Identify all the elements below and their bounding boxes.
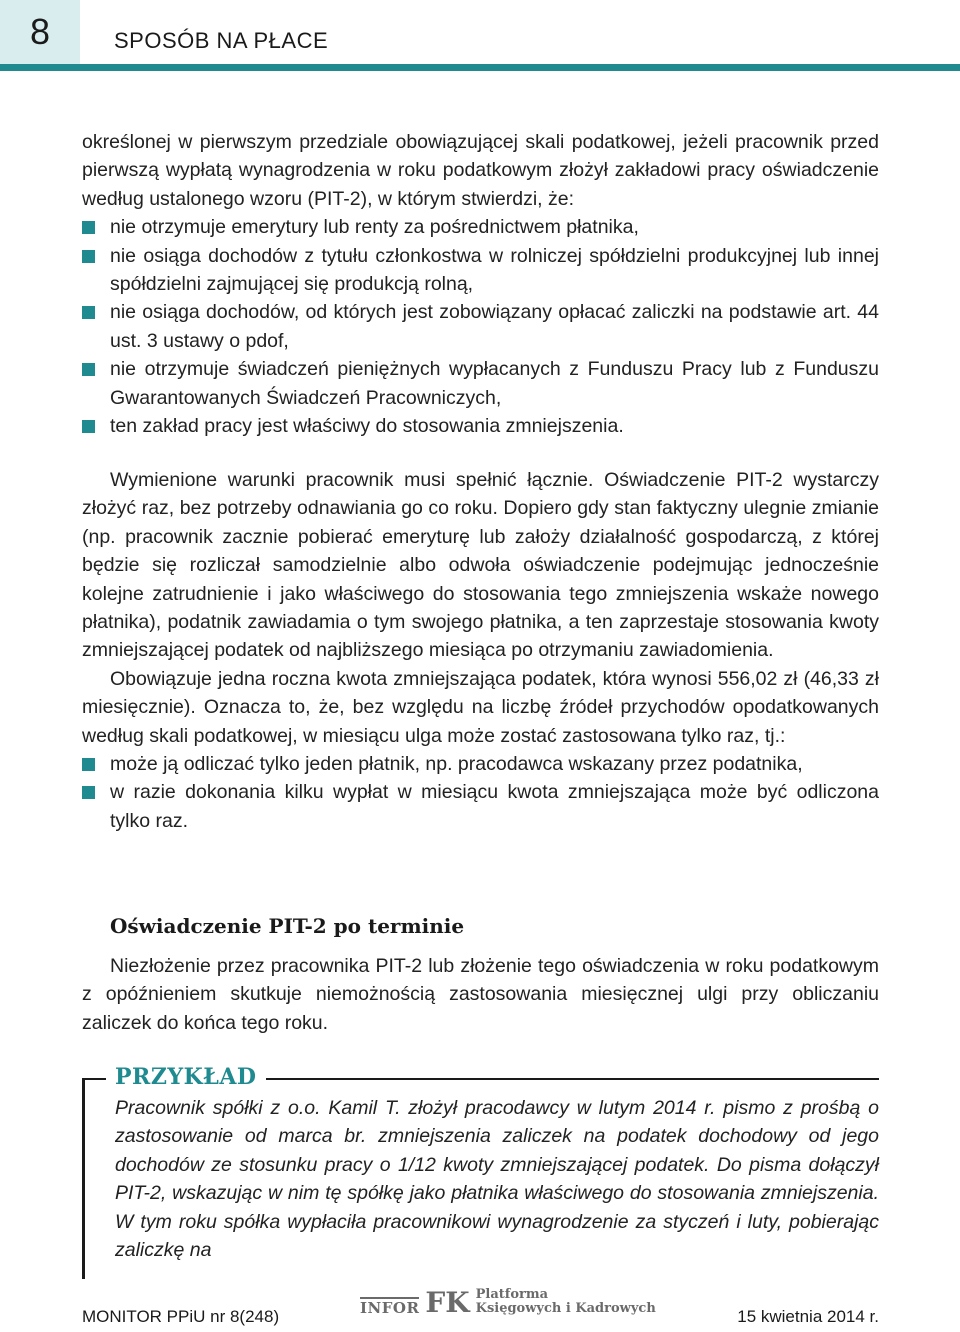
list-item: nie otrzymuje świadczeń pieniężnych wypłacanych z Funduszu Pracy lub z Funduszu Gwarantowanych Świadczeń Pracowniczych, [82, 355, 879, 412]
logo-words [476, 1288, 656, 1316]
footer-date: 15 kwietnia 2014 r. [737, 1307, 879, 1326]
paragraph-annual-amount: Obowiązuje jedna roczna kwota zmniejszająca podatek, która wynosi 556,02 zł (46,33 zł miesięcznie). Oznacza to, że, bez względu na liczbę źródeł przychodów opodatkowanych według skali podatkowej, w miesiącu ulga może zostać zastosowana tylko raz, tj.: [82, 667, 879, 747]
list-item: nie osiąga dochodów, od których jest zobowiązany opłacać zaliczki na podstawie art. 44 ust. 3 ustawy o pdof, [82, 298, 879, 355]
paragraph-late-pit2: Niezłożenie przez pracownika PIT-2 lub złożenie tego oświadczenia w roku podatkowym z opóźnieniem skutkuje niemożnością zastosowania miesięcznej ulgi przy obliczaniu zaliczek do końca tego roku. [82, 955, 879, 1034]
example-rule-right [266, 1078, 879, 1080]
section-title: SPOSÓB NA PŁACE [114, 28, 329, 53]
intro-paragraph: określonej w pierwszym przedziale obowiązującej skali podatkowej, jeżeli pracownik przed pierwszą wypłatą wynagrodzenia w roku podatkowym złożył zakładowi pracy oświadczenie według ustalonego wzoru (PIT-2), w którym stwierdzi, że: [82, 131, 879, 210]
list-item: w razie dokonania kilku wypłat w miesiącu kwota zmniejszająca może być odliczona tylko raz. [82, 778, 879, 835]
list-item: nie osiąga dochodów z tytułu członkostwa w rolniczej spółdzielni produkcyjnej lub innej spółdzielni zajmującej się produkcją rolną, [82, 242, 879, 299]
bullet-square-icon [82, 363, 95, 376]
page-number: 8 [29, 11, 51, 52]
infor-logo-text: INFOR [360, 1299, 420, 1317]
body-section-1 [82, 128, 879, 440]
body-section-2 [82, 466, 879, 835]
platform-logo [360, 1284, 656, 1319]
bullet-square-icon [82, 306, 95, 319]
fk-logo-mark: FK [425, 1286, 470, 1319]
list-item: nie otrzymuje emerytury lub renty za pośrednictwem płatnika, [82, 213, 879, 241]
body-section-3 [82, 952, 879, 1037]
list-item: ten zakład pracy jest właściwy do stosowania zmniejszenia. [82, 412, 879, 440]
list-item: może ją odliczać tylko jeden płatnik, np. pracodawca wskazany przez podatnika, [82, 750, 879, 778]
bullet-square-icon [82, 250, 95, 263]
conditions-list [82, 213, 879, 440]
footer-publication: MONITOR PPiU nr 8(248) [82, 1307, 280, 1326]
header-rule [0, 64, 960, 71]
rules-list [82, 750, 879, 835]
example-text: Pracownik spółki z o.o. Kamil T. złożył pracodawcy w lutym 2014 r. pismo z prośbą o zastosowanie od marca br. zmniejszenia zaliczek na podatek dochodowy od jego dochodów ze stosunku pracy o 1/12 kwoty zmniejszającej podatek. Do pisma dołączył PIT-2, wskazując w nim tę spółkę jako płatnika właściwego do stosowania zmniejszenia. W tym roku spółka wypłaciła pracownikowi wynagrodzenie za styczeń i luty, pobierając zaliczkę na [115, 1097, 879, 1262]
example-rule-left [82, 1078, 106, 1080]
bullet-square-icon [82, 786, 95, 799]
bullet-square-icon [82, 420, 95, 433]
logo-line-2: Księgowych i Kadrowych [475, 1301, 656, 1316]
subheading: Oświadczenie PIT-2 po terminie [110, 914, 465, 938]
example-side-rule [82, 1079, 85, 1279]
page-number-box [0, 0, 80, 64]
bullet-square-icon [82, 221, 95, 234]
example-label: PRZYKŁAD [115, 1064, 257, 1090]
bullet-square-icon [82, 758, 95, 771]
logo-line-1: Platforma [475, 1287, 549, 1302]
paragraph-conditions-joint: Wymienione warunki pracownik musi spełnić łącznie. Oświadczenie PIT-2 wystarczy złożyć raz, bez potrzeby odnawiania go co roku. Dopiero gdy stan faktyczny ulegnie zmianie (np. pracownik zacznie pobierać emeryturę lub założy działalność gospodarczą, z której będzie się rozliczał samodzielnie albo odwoła oświadczenie podejmując jednocześnie kolejne zatrudnienie i jako właściwego do stosowania tego zmniejszenia wskaże nowego płatnika), podatnik zawiadamia o tym swojego płatnika, a ten zaprzestaje stosowania kwoty zmniejszającej podatek od najbliższego miesiąca po otrzymaniu zawiadomienia. [82, 469, 879, 662]
